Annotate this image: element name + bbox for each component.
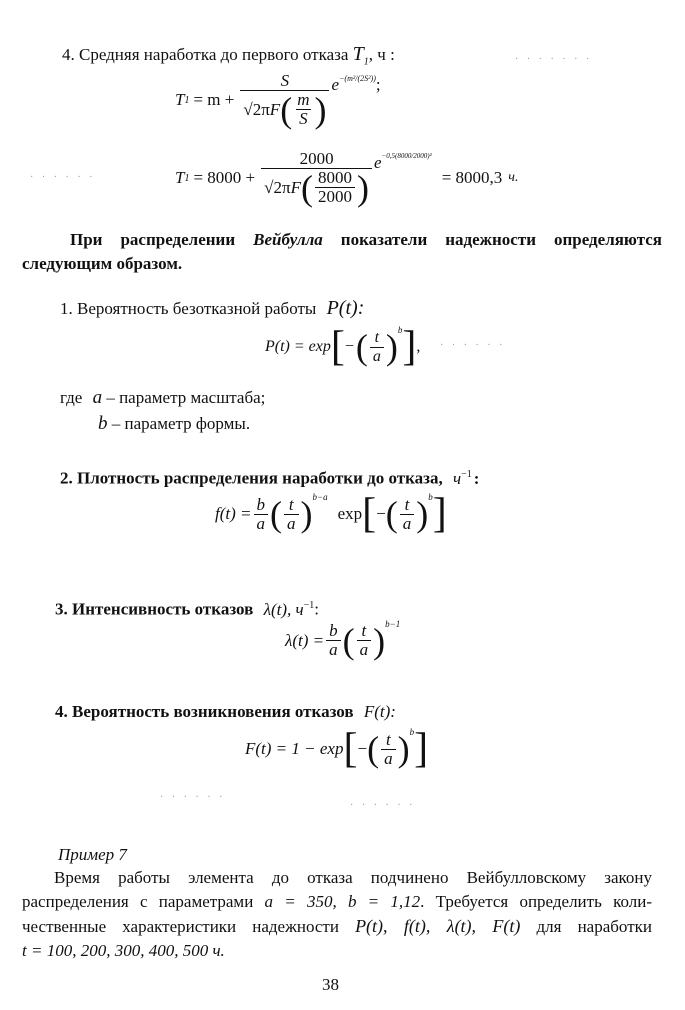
f1-denominator <box>240 90 329 128</box>
heading-text: 3. Интенсивность отказов <box>55 599 254 619</box>
f2-lhs: T <box>175 168 185 187</box>
f3-num: t <box>374 328 380 346</box>
symbol-lambda: λ(t), ч <box>263 599 304 619</box>
f6-num: t <box>385 729 391 749</box>
f1-lparen: ( <box>280 89 293 130</box>
f2-unit: ч. <box>508 170 519 185</box>
f2-eq: = 8000 + <box>193 168 256 187</box>
f1-rparen: ) <box>314 89 327 130</box>
f6-rparen: ) <box>397 729 410 769</box>
weibull-intro-paragraph <box>22 228 662 276</box>
f2-rparen: ) <box>356 167 369 208</box>
f4-minus: − <box>376 504 386 523</box>
f3-minus: − <box>344 338 354 355</box>
f4-pow2: b <box>428 492 433 502</box>
f3-lparen: ( <box>355 327 368 367</box>
symbol-pow: −1 <box>303 600 315 611</box>
f1-sqrt: √2π <box>243 99 270 119</box>
f5-num2: t <box>361 621 367 640</box>
section-heading-density <box>60 465 479 489</box>
f3-tail: , <box>416 338 421 355</box>
f3-lbracket: [ <box>330 324 345 370</box>
heading-tail: : <box>473 468 480 488</box>
f1-sub: 1 <box>184 94 190 106</box>
f6-den: a <box>381 749 396 768</box>
example-line1: Время работы элемента до отказа подчинено Вейбулловскому закону <box>54 868 652 887</box>
f4-rparen1: ) <box>300 494 313 534</box>
where-b-text: – параметр формы. <box>107 414 251 433</box>
section-heading-reliability <box>60 298 364 319</box>
f4-num3: t <box>404 494 410 514</box>
f5-frac2 <box>357 622 372 659</box>
f4-frac3 <box>400 496 415 533</box>
f5-den2: a <box>357 640 372 659</box>
formula-intensity <box>285 618 401 661</box>
unit-text: , ч : <box>368 45 395 64</box>
f6-lbracket: [ <box>343 726 358 772</box>
f5-lparen: ( <box>342 620 355 661</box>
example-funcs: P(t), f(t), λ(t), F(t) <box>355 916 521 936</box>
f1-exp-base: e <box>331 75 340 94</box>
scan-noise: · · · · · · <box>440 340 506 351</box>
f2-fraction <box>261 150 372 206</box>
f1-numerator: S <box>280 71 290 90</box>
f4-lhs: f(t) = <box>215 504 252 523</box>
f5-frac1 <box>326 622 341 659</box>
unit-pow: −1 <box>461 469 472 480</box>
f2-sub: 1 <box>184 172 190 184</box>
f2-result: = 8000,3 <box>441 168 503 187</box>
f4-exp: exp <box>337 504 363 523</box>
scan-noise: · · · · · · · <box>515 54 593 65</box>
f6-minus: − <box>357 739 368 758</box>
example-line2 <box>22 890 652 914</box>
formula-reliability <box>265 326 420 368</box>
f1-fraction <box>240 72 329 128</box>
heading-text: 4. Вероятность возникновения отказов <box>55 702 354 721</box>
f1-eq: = m + <box>193 90 235 109</box>
example-params: a = 350, b = 1,12 <box>264 892 421 911</box>
f2-F: F <box>290 177 301 197</box>
example-paragraph <box>22 866 652 963</box>
page-number: 38 <box>322 975 339 994</box>
f3-rbracket: ] <box>402 324 417 370</box>
f6-lparen: ( <box>367 729 380 769</box>
f5-rparen: ) <box>373 620 386 661</box>
heading-text: 4. Средняя наработка до первого отказа <box>62 45 349 64</box>
example-line3c: для наработки <box>520 917 652 936</box>
where-a-symbol: a <box>92 387 103 408</box>
f2-numerator: 2000 <box>299 149 334 168</box>
where-a-text: – параметр масштаба; <box>102 388 266 407</box>
f4-den3: a <box>400 514 415 533</box>
symbol-P: P(t): <box>326 297 365 319</box>
f4-lparen1: ( <box>270 494 282 534</box>
example-line4: t = 100, 200, 300, 400, 500 ч. <box>22 941 225 960</box>
f3-den: a <box>370 347 384 366</box>
heading-text: 2. Плотность распределения наработки до отказа, <box>60 468 443 488</box>
f2-inner-frac <box>315 169 355 206</box>
scan-noise: · · · · · · <box>350 800 416 811</box>
example-line3a: чественные характеристики надежности <box>22 917 356 936</box>
f5-pow: b−1 <box>385 618 401 629</box>
f3-frac <box>370 329 384 366</box>
heading-tail: : <box>314 599 319 619</box>
intro-weibull-name: Вейбулла <box>253 230 323 249</box>
f4-pow1: b−a <box>312 492 328 502</box>
f4-den1: a <box>254 514 269 533</box>
section-heading-failure-prob <box>55 702 396 722</box>
formula-mean-time-general <box>175 72 381 128</box>
where-a-line <box>60 388 265 408</box>
f4-frac2 <box>284 496 299 533</box>
f2-exp-power: −0,5(8000/2000)² <box>381 152 432 160</box>
formula-density <box>215 493 447 535</box>
heading-text: 1. Вероятность безотказной работы <box>60 299 317 318</box>
example-line3 <box>22 914 652 939</box>
f2-exp-base: e <box>373 153 382 172</box>
symbol-T: T <box>352 43 364 65</box>
f1-inner-frac <box>294 91 312 128</box>
f1-exp-power: −(m²/(2S²)) <box>339 73 376 83</box>
unit-ch: ч <box>453 468 462 488</box>
f2-lparen: ( <box>300 167 313 208</box>
f6-lhs: F(t) = 1 − exp <box>245 739 344 758</box>
f4-num1: b <box>256 494 265 514</box>
f1-inner-num: m <box>297 90 310 109</box>
where-b-symbol: b <box>98 413 108 434</box>
f6-rbracket: ] <box>414 726 429 772</box>
f4-num2: t <box>288 494 294 514</box>
f6-frac <box>381 731 396 768</box>
intro-part1: При распределении <box>70 230 254 249</box>
f3-power: b <box>397 325 403 335</box>
f2-inner-num: 8000 <box>317 168 352 187</box>
f4-lbracket: [ <box>362 491 377 537</box>
f4-frac1 <box>254 496 269 533</box>
formula-failure-prob <box>245 728 428 770</box>
f4-rbracket: ] <box>432 491 447 537</box>
f1-F: F <box>269 99 281 119</box>
f4-rparen2: ) <box>416 494 429 534</box>
f5-lhs: λ(t) = <box>285 630 325 650</box>
f2-sqrt: √2π <box>264 177 291 197</box>
intro-part2: показатели надежности определяются следующим образом. <box>22 230 663 273</box>
f6-power: b <box>409 727 415 737</box>
f1-inner-den: S <box>296 109 311 128</box>
f5-den1: a <box>326 640 341 659</box>
f2-inner-den: 2000 <box>315 187 355 206</box>
where-label: где <box>60 388 83 407</box>
f5-num1: b <box>329 621 338 640</box>
f3-rparen: ) <box>385 327 398 367</box>
f2-denominator <box>261 168 372 206</box>
symbol-sub: 1 <box>363 56 369 68</box>
f3-lhs: P(t) = exp <box>265 338 331 355</box>
scan-noise: · · · · · · <box>160 792 226 803</box>
symbol-F: F(t): <box>363 702 396 721</box>
scan-noise: · · · · · · <box>30 172 96 183</box>
formula-mean-time-numeric <box>175 150 518 206</box>
example-title: Пример 7 <box>58 845 127 864</box>
f4-lparen2: ( <box>385 494 398 534</box>
example-line2a: распределения с параметрами <box>22 892 265 911</box>
example-line2c: . Требуется определить коли- <box>420 892 652 911</box>
f1-lhs: T <box>175 90 185 109</box>
where-b-line <box>98 414 250 434</box>
f4-den2: a <box>284 514 299 533</box>
f1-tail: ; <box>375 75 381 94</box>
section-heading-mean-time <box>62 44 395 72</box>
section-heading-intensity <box>55 596 319 620</box>
